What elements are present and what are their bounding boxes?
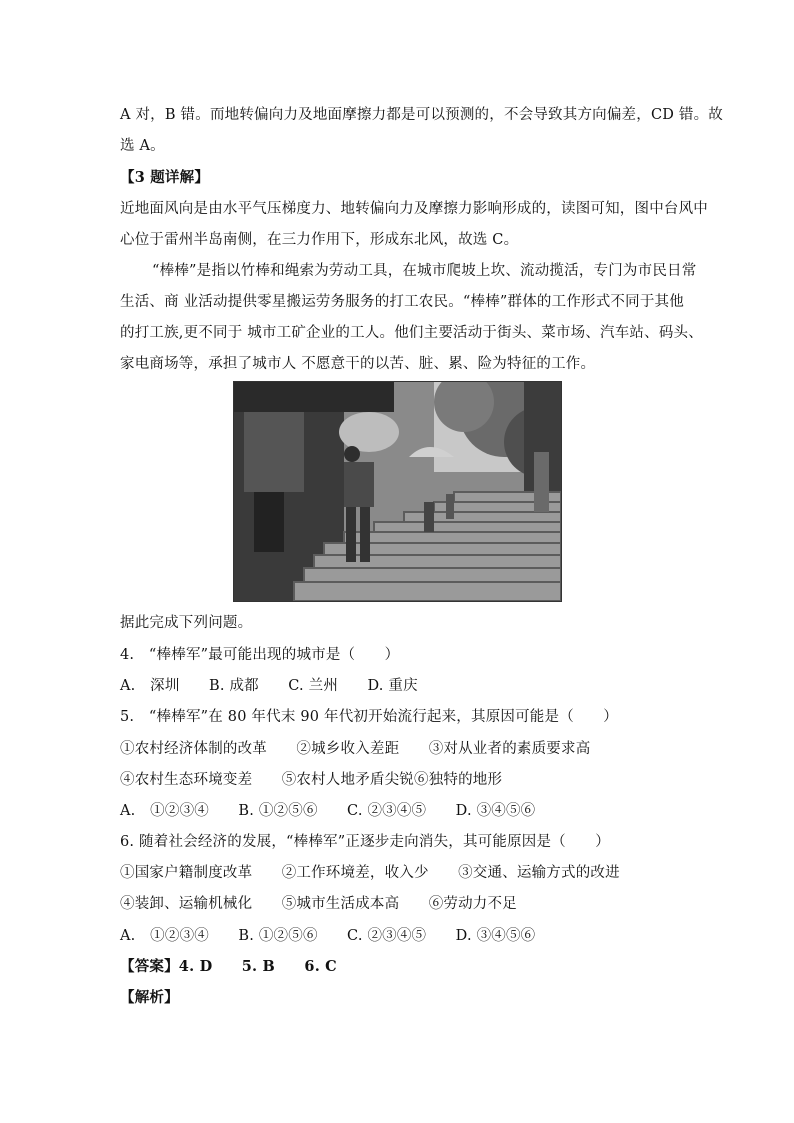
- answer-options: A. 深圳 B. 成都 C. 兰州 D. 重庆: [120, 678, 418, 694]
- question-stem: 4. “棒棒军”最可能出现的城市是（ ）: [120, 647, 400, 663]
- porter-photo: [233, 381, 562, 602]
- question-stem: 6. 随着社会经济的发展，“棒棒军”正逐步走向消失，其可能原因是（ ）: [120, 834, 610, 850]
- section-heading: 【解析】: [120, 989, 179, 1006]
- text-line: 心位于雷州半岛南侧，在三力作用下，形成东北风，故选 C。: [120, 232, 519, 248]
- text-line: ①国家户籍制度改革 ②工作环境差，收入少 ③交通、运输方式的改进: [120, 865, 620, 881]
- paragraph-first-line: “棒棒”是指以竹棒和绳索为劳动工具，在城市爬坡上坎、流动揽活，专门为市民日常: [152, 263, 697, 279]
- text-line: ④装卸、运输机械化 ⑤城市生活成本高 ⑥劳动力不足: [120, 896, 517, 912]
- text-line: 选 A。: [120, 138, 165, 154]
- question-stem: 5. “棒棒军”在 80 年代末 90 年代初开始流行起来，其原因可能是（ ）: [120, 709, 618, 725]
- text-line: 近地面风向是由水平气压梯度力、地转偏向力及摩擦力影响形成的，读图可知，图中台风中: [120, 201, 708, 217]
- text-line: 家电商场等，承担了城市人 不愿意干的以苦、脏、累、险为特征的工作。: [120, 356, 596, 372]
- answer-options: A. ①②③④ B. ①②⑤⑥ C. ②③④⑤ D. ③④⑤⑥: [120, 928, 536, 944]
- text-line: 据此完成下列问题。: [120, 615, 253, 631]
- text-line: 的打工族,更不同于 城市工矿企业的工人。他们主要活动于街头、菜市场、汽车站、码头、: [120, 325, 703, 341]
- section-heading: 【3 题详解】: [120, 169, 210, 186]
- answer-key: 【答案】4. D 5. B 6. C: [120, 958, 337, 975]
- text-line: 生活、商 业活动提供零星搬运劳务服务的打工农民。“棒棒”群体的工作形式不同于其他: [120, 294, 684, 310]
- answer-options: A. ①②③④ B. ①②⑤⑥ C. ②③④⑤ D. ③④⑤⑥: [120, 803, 536, 819]
- text-line: A 对，B 错。而地转偏向力及地面摩擦力都是可以预测的，不会导致其方向偏差，CD 错。故: [120, 107, 723, 123]
- text-line: ④农村生态环境变差 ⑤农村人地矛盾尖锐⑥独特的地形: [120, 772, 503, 788]
- text-line: ①农村经济体制的改革 ②城乡收入差距 ③对从业者的素质要求高: [120, 741, 591, 757]
